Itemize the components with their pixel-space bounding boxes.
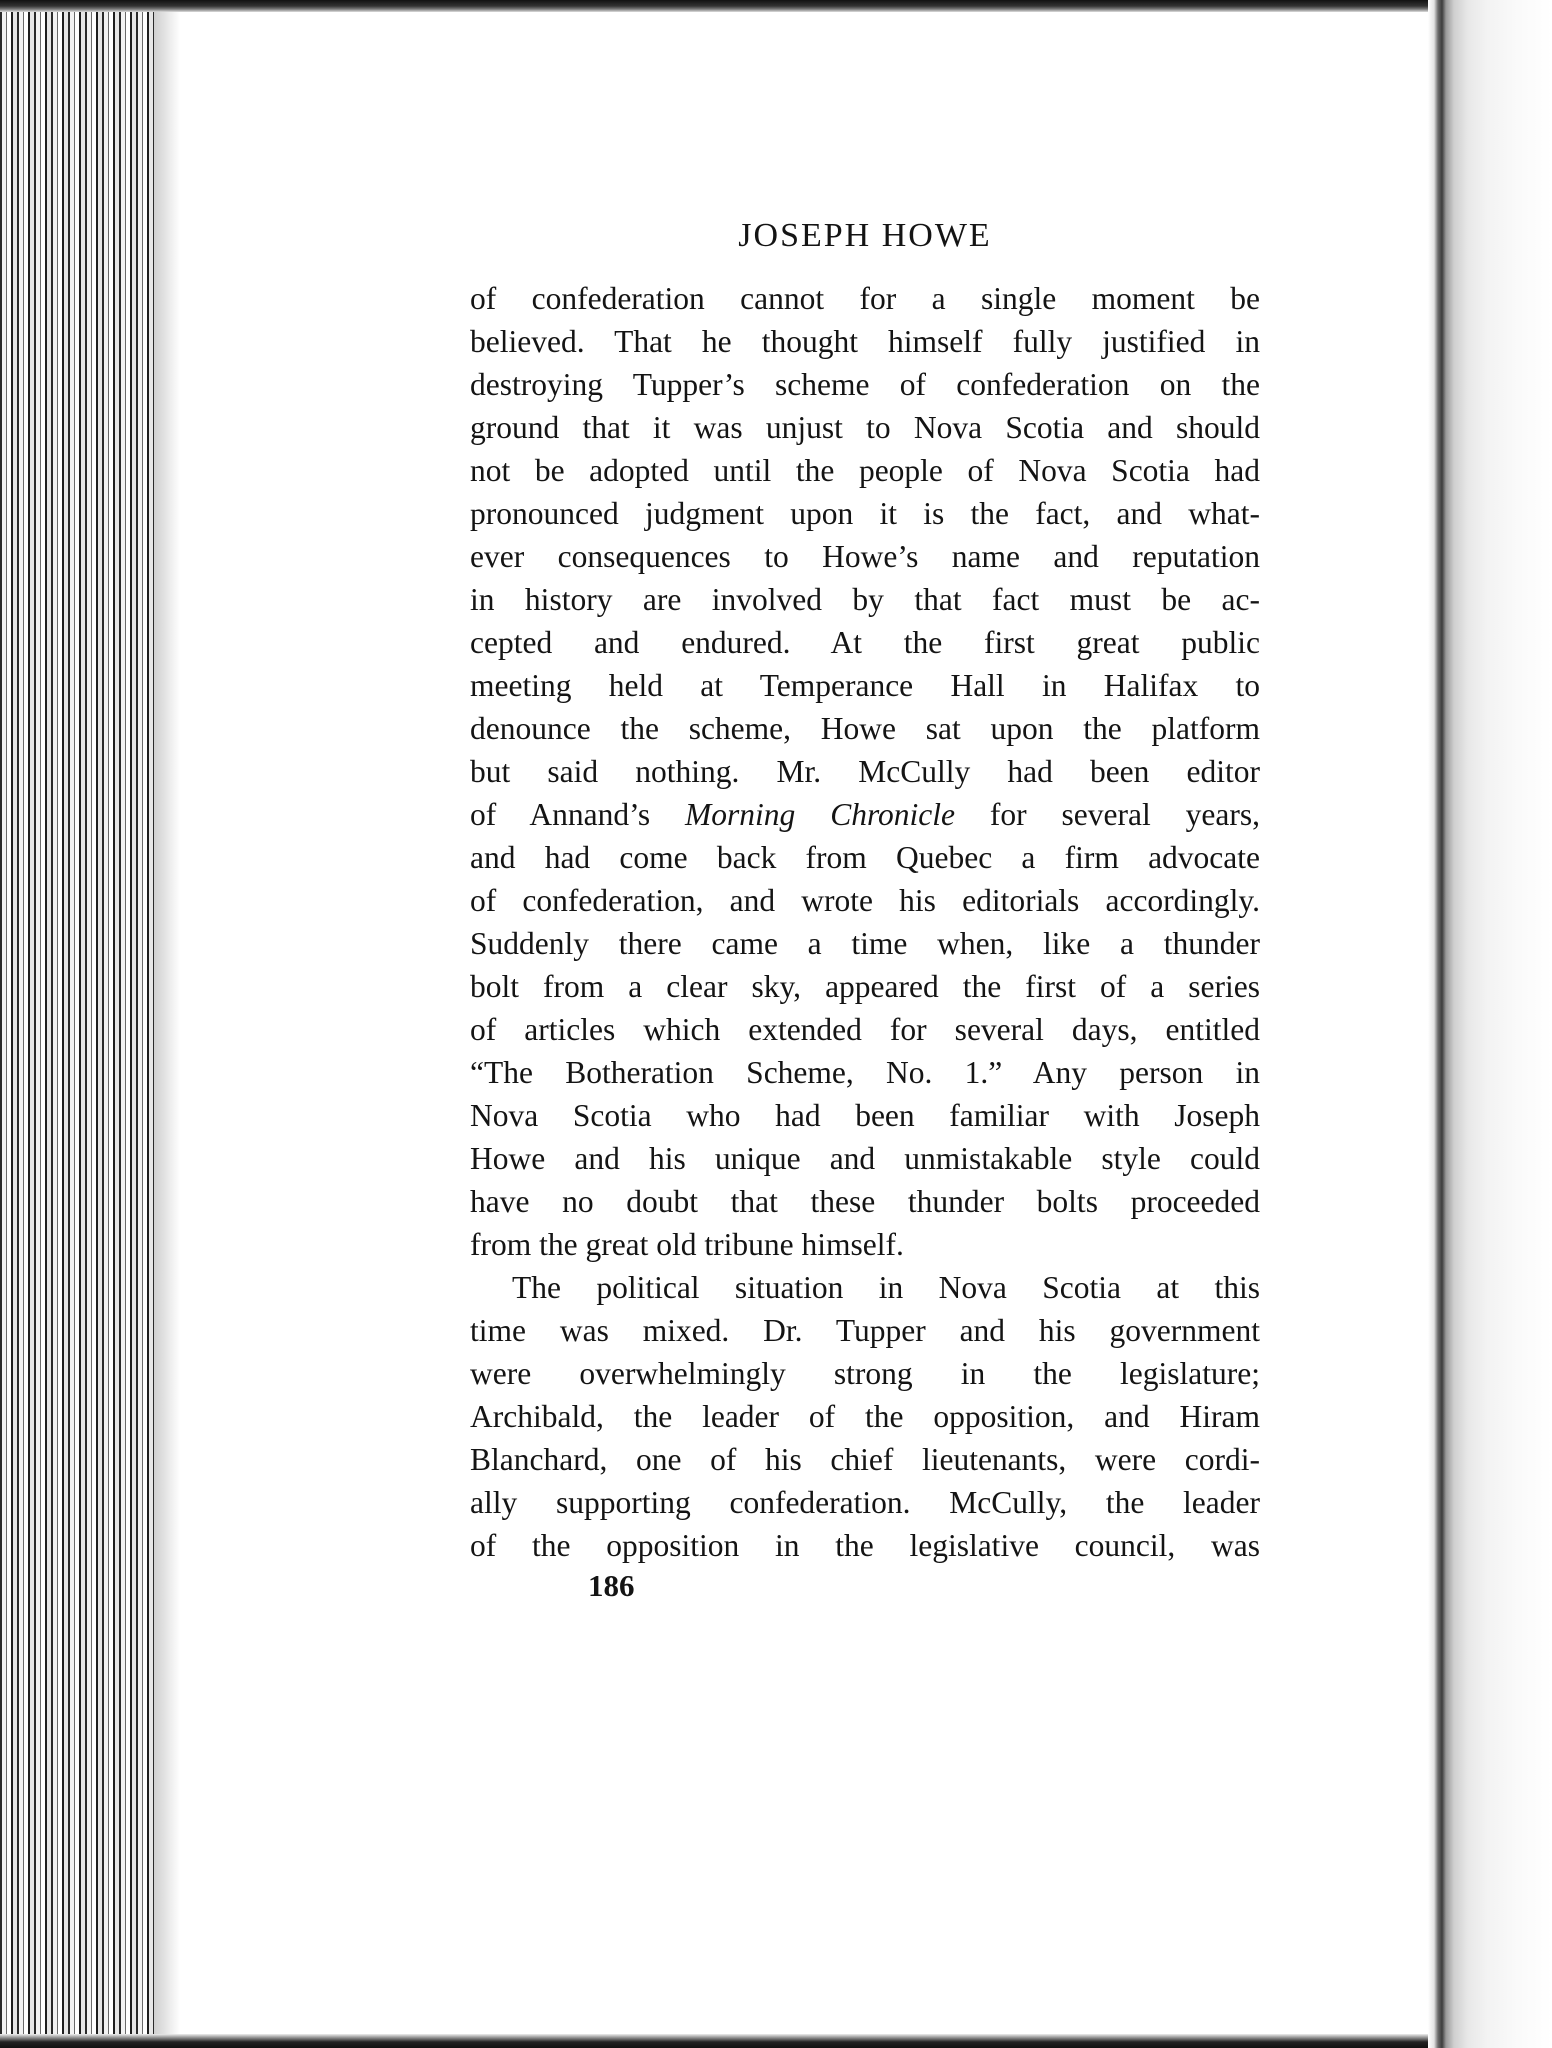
- text-line: have no doubt that these thunder bolts proceeded: [470, 1184, 1260, 1219]
- text-line: Suddenly there came a time when, like a thunder: [470, 926, 1260, 961]
- text-line: ally supporting confederation. McCully, the leader: [470, 1485, 1260, 1520]
- text-line: Blanchard, one of his chief lieutenants, were cordi-: [470, 1442, 1260, 1477]
- text-line: pronounced judgment upon it is the fact, and what-: [470, 496, 1260, 531]
- text-line: of confederation cannot for a single moment be: [470, 281, 1260, 316]
- text-line: time was mixed. Dr. Tupper and his government: [470, 1313, 1260, 1348]
- running-head: JOSEPH HOWE: [738, 217, 992, 254]
- text-line: Nova Scotia who had been familiar with Joseph: [470, 1098, 1260, 1133]
- text-line: and had come back from Quebec a firm advocate: [470, 840, 1260, 875]
- text-line: ground that it was unjust to Nova Scotia and should: [470, 410, 1260, 445]
- text-line: destroying Tupper’s scheme of confederation on the: [470, 367, 1260, 402]
- text-line: but said nothing. Mr. McCully had been editor: [470, 754, 1260, 789]
- text-after-title: for several years,: [955, 797, 1260, 832]
- text-line: “The Botheration Scheme, No. 1.” Any person in: [470, 1055, 1260, 1090]
- scan-top-border: [0, 0, 1552, 12]
- scan-bottom-border: [0, 2034, 1552, 2048]
- text-line: of confederation, and wrote his editorials accordingly.: [470, 883, 1260, 918]
- body-text: [470, 277, 1260, 1567]
- text-line: Howe and his unique and unmistakable style could: [470, 1141, 1260, 1176]
- book-page-edges: [0, 0, 180, 2048]
- text-line: of the opposition in the legislative council, was: [470, 1528, 1260, 1563]
- text-before-title: of Annand’s: [470, 797, 686, 832]
- text-line: in history are involved by that fact must be ac-: [470, 582, 1260, 617]
- text-line: The political situation in Nova Scotia at this: [512, 1270, 1260, 1305]
- text-line: bolt from a clear sky, appeared the first of a series: [470, 969, 1260, 1004]
- text-line: denounce the scheme, Howe sat upon the platform: [470, 711, 1260, 746]
- text-line: cepted and endured. At the first great public: [470, 625, 1260, 660]
- text-line-italic-title: [470, 793, 1260, 836]
- text-line: ever consequences to Howe’s name and reputation: [470, 539, 1260, 574]
- text-line: believed. That he thought himself fully justified in: [470, 324, 1260, 359]
- text-line: from the great old tribune himself.: [470, 1227, 904, 1262]
- text-line: of articles which extended for several days, entitled: [470, 1012, 1260, 1047]
- book-gutter: [1428, 0, 1552, 2048]
- text-line: Archibald, the leader of the opposition, and Hiram: [470, 1399, 1260, 1434]
- text-line: not be adopted until the people of Nova Scotia had: [470, 453, 1260, 488]
- text-line: meeting held at Temperance Hall in Halifax to: [470, 668, 1260, 703]
- newspaper-title: Morning Chronicle: [685, 797, 956, 832]
- page-number: 186: [588, 1568, 635, 1603]
- text-line: were overwhelmingly strong in the legislature;: [470, 1356, 1260, 1391]
